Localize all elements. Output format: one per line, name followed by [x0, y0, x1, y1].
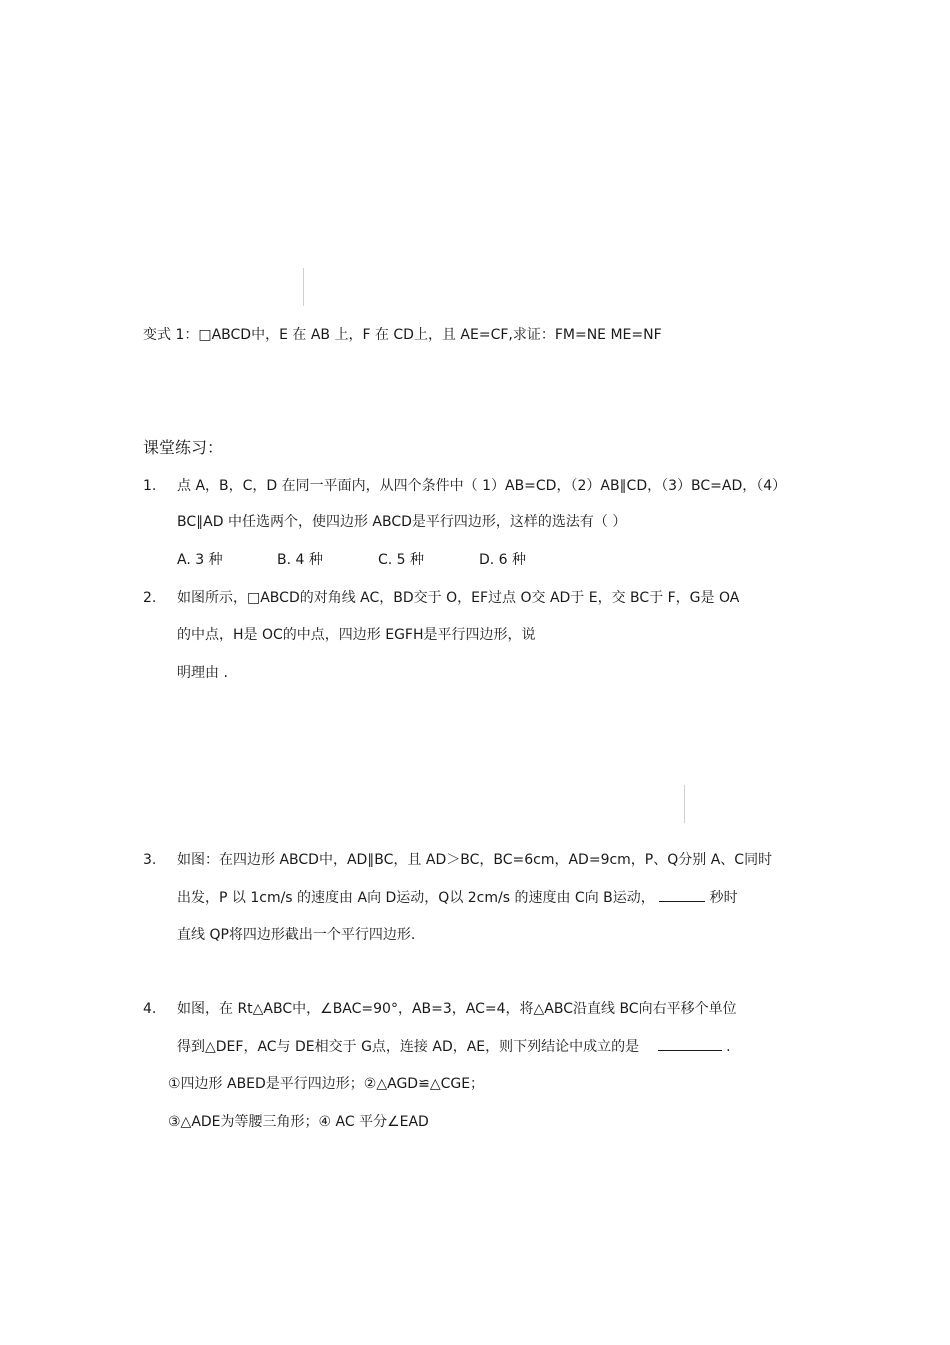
q1-option-d: D. 6 种 — [479, 552, 527, 568]
q4-number: 4. — [143, 1001, 157, 1017]
q4-line3: ①四边形 ABED是平行四边形；②△AGD≌△CGE； — [168, 1076, 485, 1092]
variant-1-text: 变式 1：□ABCD中，E 在 AB 上，F 在 CD上，且 AE=CF,求证：FM=NE ME=NF — [143, 327, 662, 343]
practice-heading: 课堂练习： — [143, 438, 224, 457]
q2-number: 2. — [143, 590, 157, 606]
q4-answer-blank[interactable] — [658, 1037, 722, 1051]
q1-option-c: C. 5 种 — [378, 552, 425, 568]
q2-line2: 的中点，H是 OC的中点，四边形 EGFH是平行四边形，说 — [177, 627, 536, 643]
q1-number: 1. — [143, 478, 157, 494]
q1-option-a: A. 3 种 — [177, 552, 223, 568]
q3-answer-blank[interactable] — [659, 888, 705, 902]
q4-line2-text: 得到△DEF，AC与 DE相交于 G点，连接 AD，AE，则下列结论中成立的是 — [177, 1039, 640, 1055]
q4-line1: 如图，在 Rt△ABC中，∠BAC=90°，AB=3，AC=4，将△ABC沿直线 BC向右平移个单位 — [177, 1001, 737, 1017]
vertical-divider-middle — [684, 785, 685, 823]
q1-option-b: B. 4 种 — [277, 552, 323, 568]
q3-line2-text: 出发，P 以 1cm/s 的速度由 A向 D运动，Q以 2cm/s 的速度由 C向 B运动， — [177, 890, 655, 906]
q2-line3: 明理由 . — [177, 665, 228, 681]
q3-line2-suffix: 秒时 — [709, 890, 738, 906]
q1-line2: BC∥AD 中任选两个，使四边形 ABCD是平行四边形，这样的选法有（ ） — [177, 514, 627, 530]
q3-number: 3. — [143, 852, 157, 868]
q3-line1: 如图：在四边形 ABCD中，AD∥BC，且 AD＞BC，BC=6cm，AD=9cm，P、Q分别 A、C同时 — [177, 852, 773, 868]
q3-line2 — [177, 888, 738, 907]
q1-line1: 点 A，B，C，D 在同一平面内，从四个条件中（ 1）AB=CD，（2）AB∥CD，（3）BC=AD，（4） — [177, 478, 787, 494]
q3-line3: 直线 QP将四边形截出一个平行四边形. — [177, 927, 416, 943]
q2-line1: 如图所示，□ABCD的对角线 AC，BD交于 O，EF过点 O交 AD于 E，交 BC于 F，G是 OA — [177, 590, 740, 606]
q4-line2 — [177, 1037, 731, 1056]
vertical-divider-top — [303, 268, 304, 306]
q4-line2-end: . — [726, 1039, 731, 1055]
q4-line4: ③△ADE为等腰三角形；④ AC 平分∠EAD — [168, 1114, 429, 1130]
